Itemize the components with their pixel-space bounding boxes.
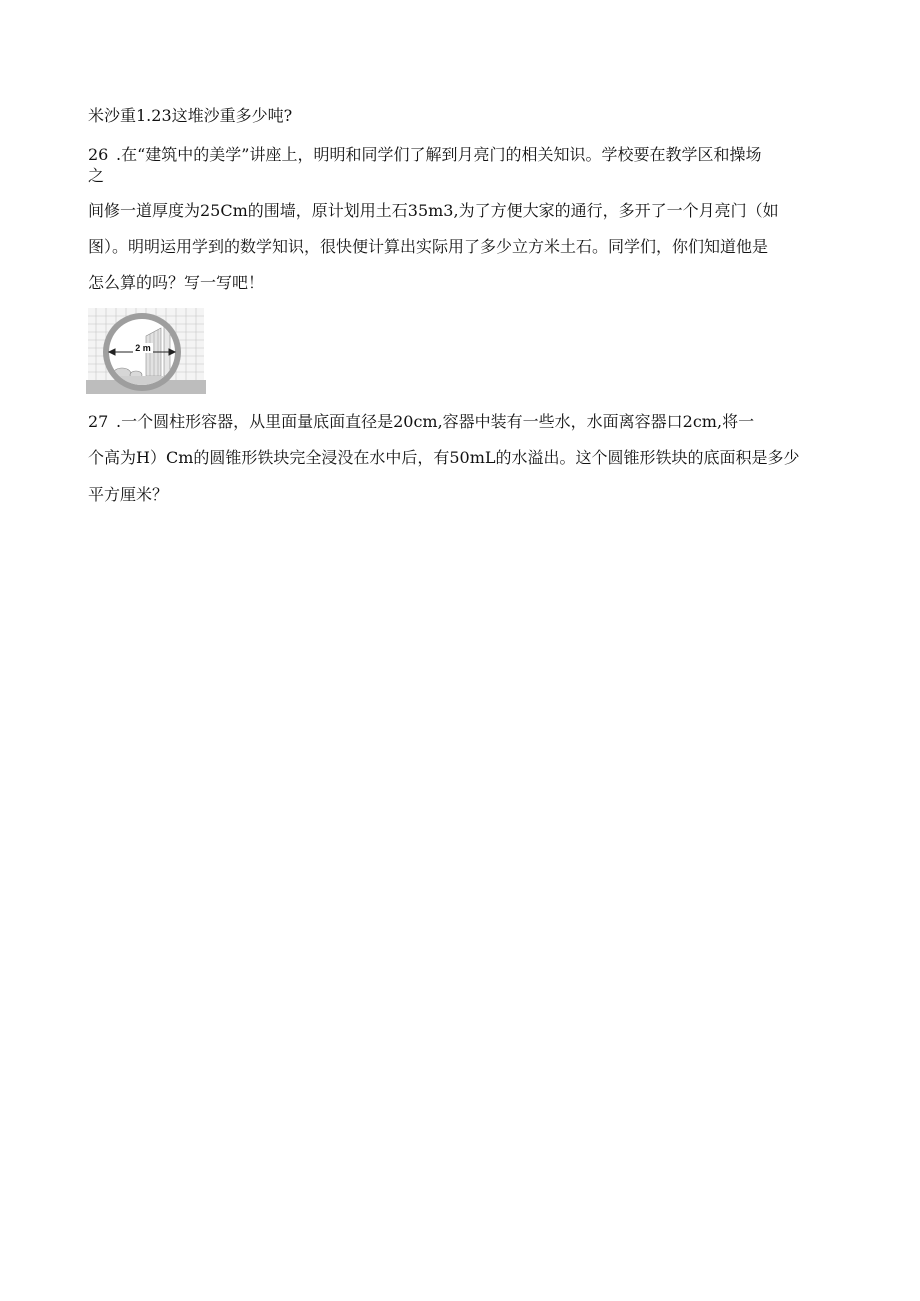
q26-line-4: 图）。明明运用学到的数学知识，很快便计算出实际用了多少立方米土石。同学们，你们知道他是 <box>88 237 769 256</box>
q27-line-2: 个高为H）Cm的圆锥形铁块完全浸没在水中后，有50mL的水溢出。这个圆锥形铁块的底面积是多少 <box>88 448 800 467</box>
q27-text-1: .一个圆柱形容器，从里面量底面直径是20cm,容器中装有一些水，水面离容器口2cm,将一 <box>116 412 755 431</box>
moon-gate-figure <box>86 306 206 396</box>
q27-number: 27 <box>88 412 109 431</box>
prev-question-tail: 米沙重1.23这堆沙重多少吨? <box>88 106 293 125</box>
q26-number: 26 <box>88 145 109 164</box>
dimension-label: 2 m <box>135 343 151 353</box>
q26-line-2: 之 <box>88 166 105 185</box>
q26-line-5: 怎么算的吗？写一写吧！ <box>88 273 265 292</box>
moon-gate-illustration <box>86 306 206 396</box>
q26-line-3: 间修一道厚度为25Cm的围墙，原计划用土石35m3,为了方便大家的通行，多开了一个月亮门（如 <box>88 201 779 220</box>
q27-line-1 <box>88 412 754 432</box>
q26-line-1 <box>88 145 761 165</box>
q27-line-3: 平方厘米？ <box>88 485 169 504</box>
q26-text-1: .在“建筑中的美学”讲座上，明明和同学们了解到月亮门的相关知识。学校要在教学区和操场 <box>116 145 762 164</box>
